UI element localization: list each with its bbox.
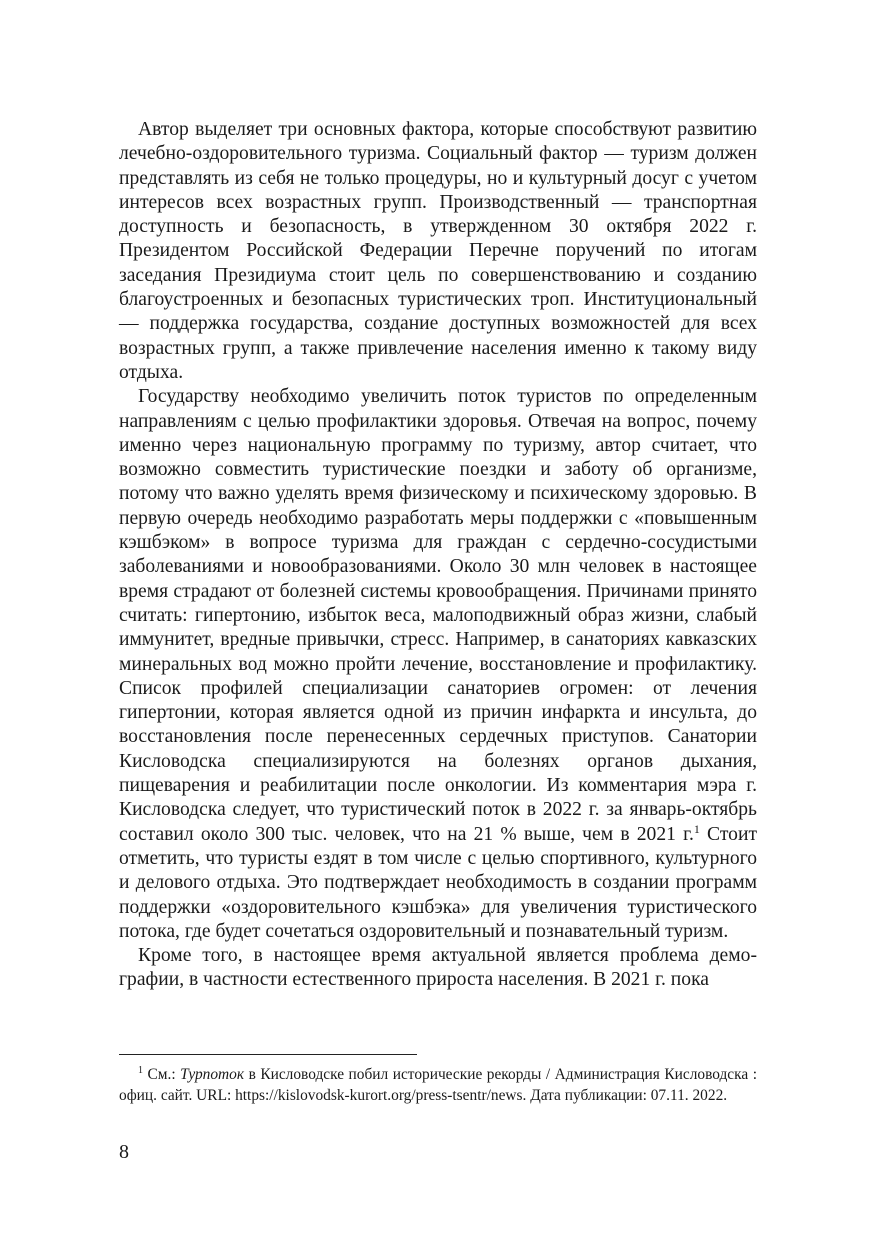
- paragraph-tourism-flow-continuation: Стоит отметить, что туристы ездят в том числе с целью спортивного, культурного и делового отдыха. Это подтверждает необходимость в создании программ поддержки «оздоровительного кэшбэка» для увеличения туристического потока, где будет сочетаться оздоровительный и познавательный туризм.: [119, 823, 758, 942]
- paragraph-demography: Кроме того, в настоящее время актуальной является проблема демографии, в частности естественного прироста населения. В 2021 г. пока: [119, 945, 757, 991]
- footnote-source: в Кисловодске побил исторические рекорды / Администрация Кисловодска : офиц. сайт. URL: https://kislovodsk-kurort.org/press-tsentr/news. Дата публикации: 07.11. 2022.: [119, 1066, 757, 1104]
- paragraph-tourism-flow: [119, 385, 757, 944]
- main-text: [119, 118, 757, 993]
- footnote-prefix: См.:: [143, 1066, 181, 1083]
- footnote: [119, 1064, 757, 1106]
- paragraph-tourism-flow-text: Государству необходимо увеличить поток туристов по определенным направлениям с целью профилактики здоровья. Отвечая на вопрос, почему именно через национальную программу по туризму, автор считает, что возможно совместить туристические поездки и заботу об организме, потому что важно уделять время физическому и психическому здоровью. В первую очередь необходимо разработать меры поддержки с «повышенным кэшбэком» в вопросе туризма для граждан с сердечно-сосудистыми заболеваниями и новообразованиями. Около 30 млн человек в настоящее время страдают от болезней системы кровообращения. Причинами принято считать: гипертонию, избыток веса, малоподвижный образ жизни, слабый иммунитет, вредные привычки, стресс. Например, в санаториях кавказских минеральных вод можно пройти лечение, восстановление и профилактику. Список профилей специализации санаториев огромен: от лечения гипертонии, которая является одной из причин инфаркта и инсульта, до восстановления после перенесенных сердечных приступов. Санатории Кисловодска специализируются на болезнях органов дыхания, пищеварения и реабилитации после онкологии. Из комментария мэра г. Кисловодска следует, что туристический поток в 2022 г. за январь-октябрь составил около 300 тыс. человек, что на 21 % выше, чем в 2021 г.: [119, 386, 757, 845]
- footnote-marker: 1: [138, 1065, 143, 1076]
- footnote-title: Турпоток: [180, 1066, 245, 1083]
- footnote-divider: [119, 1054, 417, 1055]
- page-number: 8: [119, 1141, 129, 1163]
- paragraph-factors: Автор выделяет три основных фактора, которые способствуют развитию лечебно-оздоровительного туризма. Социальный фактор — туризм должен представлять из себя не только процедуры, но и культурный досуг с учетом интересов всех возрастных групп. Производственный — транспортная доступность и безопасность, в утвержденном 30 октября 2022 г. Президентом Российской Федерации Перечне поручений по итогам заседания Президиума стоит цель по совершенствованию и созданию благоустроенных и безопасных туристических троп. Институциональный — поддержка государства, создание доступных возможностей для всех возрастных групп, а также привлечение населения именно к такому виду отдыха.: [119, 119, 757, 383]
- footnote-reference[interactable]: 1: [693, 821, 700, 836]
